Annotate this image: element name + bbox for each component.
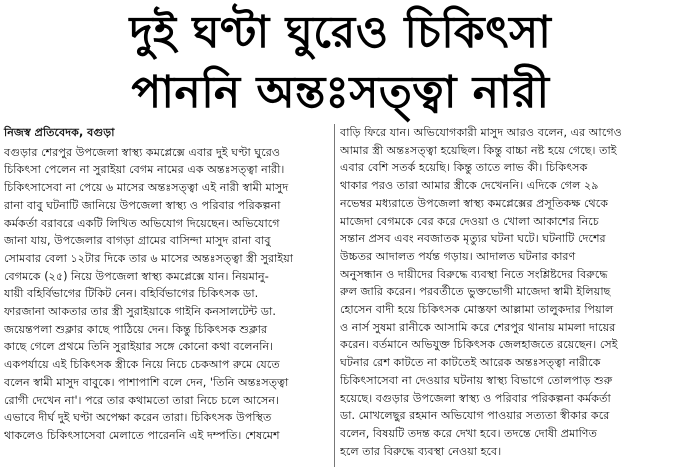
text-line: ও নার্স সুষমা রানীকে আসামি করে শেরপুর থানায় মামলা দায়ের [340, 320, 616, 334]
text-line: নভেম্বর মধ্যরাতে উপজেলা স্বাস্থ্য কমপ্লেক্সের প্রসূতিকক্ষ থেকে [340, 196, 609, 210]
text-line: হয়েছে। বগুড়ার উপজেলা স্বাস্থ্য ও পরিবার পরিকল্পনা কর্মকর্তা [340, 391, 611, 405]
text-line: ফারজানা আকতার তার স্ত্রী সুরাইয়াকে গাইনি কনসালটেন্ট ডা. [4, 305, 276, 319]
byline: নিজস্ব প্রতিবেদক, বগুড়া [4, 126, 115, 139]
text-line: রুল জারি করেন। পরবর্তীতে ভুক্তভোগী মাজেদা স্বামী ইলিয়াছ [340, 285, 611, 299]
text-line: থাকলেও চিকিৎসাসেবা মেলাতে পারেননি এই দম্পতি। শেষমেশ [4, 428, 280, 442]
text-line: বাড়ি ফিরে যান। অভিযোগকারী মাসুদ আরও বলেন, এর আগেও [340, 126, 622, 139]
text-line: জানা যায়, উপজেলার বাগড়া গ্রামের বাসিন্দা মাসুদ রানা বাবু [4, 234, 271, 248]
headline-line-1: দুই ঘণ্টা ঘুরেও চিকিৎসা [129, 7, 552, 58]
text-line: ঘটনার রেশ কাটতে না কাটতেই আরেক অন্তঃসত্ত্বা নারীকে [340, 356, 601, 370]
text-line: চিকিৎসাসেবা না পেয়ে ৬ মাসের অন্তঃসত্ত্বা এই নারী স্বামী মাসুদ [4, 181, 289, 195]
text-line: কাছে গেলে প্রথমে তিনি সুরাইয়ার সঙ্গে কোনো কথা বলেননি। [4, 340, 274, 354]
text-line: অনুসন্ধান ও দায়ীদের বিরুদ্ধে ব্যবস্থা নিতে সংশ্লিষ্টদের বিরুদ্ধে [340, 267, 608, 281]
text-line: করেন। বর্তমানে অভিযুক্ত চিকিৎসক জেলহাজতে রয়েছেন। সেই [340, 338, 618, 352]
text-line: রোগী দেখেন না'। পরে তার কথামতো তারা নিচে চলে আসেন। [4, 393, 280, 407]
text-line: কর্মকর্তা বরাবরে একটি লিখিত অভিযোগ দিয়েছেন। অভিযোগে [4, 216, 280, 230]
text-line: থাকার পরও তারা আমার স্ত্রীকে দেখেননি। এদিকে গেল ২৯ [340, 179, 599, 193]
text-line: উচ্চতর আদালত পর্যন্ত গড়ায়। আদালত ঘটনার কারণ [340, 249, 576, 263]
text-line: বগুড়ার শেরপুর উপজেলা স্বাস্থ্য কমপ্লেক্সে এবার দুই ঘণ্টা ঘুরেও [4, 145, 281, 159]
article-left-column [4, 124, 332, 471]
text-line: একপর্যায়ে এই চিকিৎসক স্ত্রীকে নিয়ে নিচে চেকআপ রুমে যেতে [4, 358, 280, 372]
text-line: সোমবার বেলা ১২টার দিকে তার ৬ মাসের অন্তঃসত্ত্বা স্ত্রী সুরাইয়া [4, 251, 294, 265]
text-line: হলে তার বিরুদ্ধে ব্যবস্থা নেওয়া হবে। [340, 444, 502, 458]
text-line: আমার স্ত্রী অন্তঃসত্ত্বা হয়েছিল। কিন্তু বাচ্চা নষ্ট হয়ে গেছে। তাই [340, 143, 617, 157]
text-line: রানা বাবু ঘটনাটি জানিয়ে উপজেলা স্বাস্থ্য ও পরিবার পরিকল্পনা [4, 198, 281, 212]
right-column-text [340, 124, 676, 460]
text-line: এভাবে দীর্ঘ দুই ঘণ্টা অপেক্ষা করেন তারা। চিকিৎসক উপস্থিত [4, 411, 272, 425]
text-line: চিকিৎসা পেলেন না সুরাইয়া বেগম নামের এক অন্তঃসত্ত্বা নারী। [4, 163, 285, 177]
text-line: বেগমকে (২৫) নিয়ে উপজেলা স্বাস্থ্য কমপ্লেক্সে যান। নিয়মানু- [4, 269, 269, 283]
text-line: হোসেন বাদী হয়ে চিকিৎসক মোস্তফা আল্লামা তালুকদার পিয়াল [340, 303, 614, 317]
headline-line-2: পাননি অন্তঃসত্ত্বা নারী [131, 67, 550, 118]
text-line: সন্তান প্রসব এবং নবজাতক মৃত্যুর ঘটনা ঘটে। ঘটনাটি দেশের [340, 232, 606, 246]
text-line: এবার বেশি সতর্ক হয়েছি। কিন্তু তাতে লাভ কী। চিকিৎসক [340, 161, 588, 175]
article-right-column [340, 124, 676, 471]
column-divider [334, 124, 335, 467]
text-line: বলেন, বিষয়টি তদন্ত করে দেখা হবে। তদন্তে দোষী প্রমাণিত [340, 426, 597, 440]
text-line: জয়েন্তপলা শুক্লার কাছে পাঠিয়ে দেন। কিন্তু চিকিৎসক শুক্লার [4, 322, 268, 336]
text-line: ডা. মোখলেছুর রহমান অভিযোগ পাওয়ার সত্যতা স্বীকার করে [340, 409, 610, 423]
text-line: যায়ী বহির্বিভাগের টিকিট নেন। বহির্বিভাগের চিকিৎসক ডা. [4, 287, 259, 301]
left-column-text [4, 144, 332, 445]
text-line: চিকিৎসাসেবা না দেওয়ার ঘটনায় স্বাস্থ্য বিভাগে তোলপাড় শুরু [340, 373, 613, 387]
text-line: বলেন স্বামী মাসুদ বাবুকে। পাশাপাশি বলে দেন, 'তিনি অন্তঃসত্ত্বা [4, 375, 289, 389]
text-line: মাজেদা বেগমকে বের করে দেওয়া ও খোলা আকাশের নিচে [340, 214, 599, 228]
